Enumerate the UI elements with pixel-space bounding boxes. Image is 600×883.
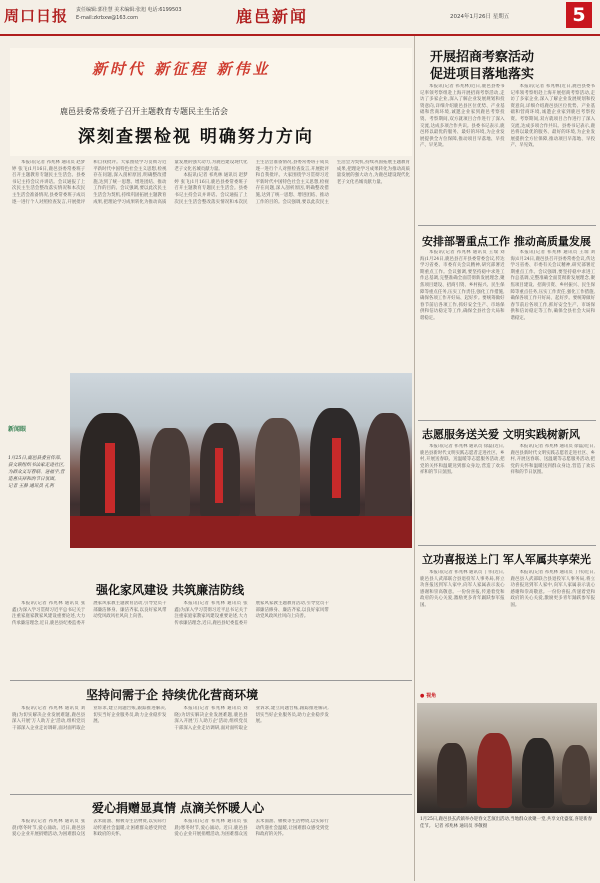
story-body xyxy=(420,444,595,540)
article-paragraph: 本报讯(记者 祁兆林 通讯员 张鑫)为深入学习贯彻习近平总书记关于注重家庭家教家风建设重要论述,大力传承廉洁理念,近日,鹿邑县纪委监委开展家风家教主题教育活动,引导党员干部廉洁修身、廉洁齐家,以良好家风带动党风政风社风向上向善。 xyxy=(12,601,167,626)
section-title: 鹿邑新闻 xyxy=(236,7,309,26)
photo-figure xyxy=(437,743,467,808)
photo-figure xyxy=(562,745,590,805)
photo-caption xyxy=(8,455,66,490)
banner-slogan: 新时代 新征程 新伟业 xyxy=(92,60,271,78)
photo-figure xyxy=(477,733,512,808)
article-paragraph: 本报讯(记者 祁兆林 通讯员 张鑫)为深入学习贯彻习近平总书记关于注重家庭家教家风建设重要论述,大力传承廉洁理念,近日,鹿邑县纪委监委开展家风家教主题教育活动,引导党员干部廉洁修身、廉洁齐家,以良好家风带动党风政风社风向上向善。 xyxy=(174,601,329,626)
photo-scarf xyxy=(215,448,223,503)
photo-credit: 记者 王静 通讯员 孔利 xyxy=(8,484,54,489)
divider xyxy=(10,794,412,795)
photo-figure xyxy=(365,413,410,523)
story-body xyxy=(12,601,410,677)
article-paragraph: 本报讯(记者 祁兆林 通讯员 王瑞 刘海)1月24日,鹿邑县召开县委常委会议,传达学习省委、市委有关会议精神,研究部署近期重点工作。会议强调,要坚持稳中求进工作总基调,完整准确全面贯彻新发展理念,聚焦项目建设、招商引资、乡村振兴、民生保障等重点任务,压实工作责任,强化工作措施,确保各项工作开好局、起好步。要统筹做好春节前后各项工作,抓好安全生产、市场保供和信访稳定等工作,确保全县社会大局和谐稳定。 xyxy=(420,250,505,321)
photo-figure xyxy=(522,738,554,808)
story-body xyxy=(420,570,595,688)
masthead-meta xyxy=(76,6,216,22)
photo-caption-text: 1月25日,鹿邑县玄武镇举办迎春文艺演出活动,当地群众欢聚一堂,共享文化盛宴,喜迎新春佳节。 xyxy=(420,817,593,829)
story-headline: 坚持问需于企 持续优化营商环境 xyxy=(86,688,259,702)
article-paragraph: 本报讯(记者 祁兆林)近日,鹿邑县委书记率领考察组赴上海开展招商考察活动,走访了多家企业,深入了解企业发展规划和投资意向,详细介绍鹿邑县区位优势、产业基础和营商环境,诚邀企业家到鹿邑考察投资。考察期间,双方就项目合作进行了深入交流,达成多项合作共识。县委书记表示,鹿邑将以最优的服务、最好的环境,为企业发展提供全方位保障,推动项目早落地、早投产、早见效。 xyxy=(420,84,505,149)
photo-credit: 记者 祁兆林 通讯员 李敬摄 xyxy=(434,823,488,829)
divider xyxy=(418,225,596,226)
calligraphy-event-photo xyxy=(70,373,412,548)
article-paragraph: 本报讯(记者 祁兆林 通讯员 刘晓)为切实解决企业发展难题,鹿邑县深入开展'万人助万企'活动,组织党员干部深入企业走访调研,面对面听取企业诉求,建立问题台账,跟踪推进解决,切实当好企业服务员,助力企业稳步发展。 xyxy=(174,706,329,731)
lead-headline: 深刻查摆检视 明确努力方向 xyxy=(78,127,314,147)
story-headline: 爱心捐赠显真情 点滴关怀暖人心 xyxy=(92,801,265,815)
article-paragraph: 本报讯(记者 祁兆林 通讯员 徐磊)近日,鹿邑县新时代文明实践志愿者走进社区、乡村,开展送春联、送温暖等志愿服务活动,把党的关怀和温暖送到群众身边,营造了欢乐祥和的节日氛围。 xyxy=(420,444,505,476)
photo-table xyxy=(70,516,412,548)
performance-photo xyxy=(417,703,597,813)
article-paragraph: 本报讯(记者 祁兆林)近日,鹿邑县委书记率领考察组赴上海开展招商考察活动,走访了多家企业,深入了解企业发展规划和投资意向,详细介绍鹿邑县区位优势、产业基础和营商环境,诚邀企业家到鹿邑考察投资。考察期间,双方就项目合作进行了深入交流,达成多项合作共识。县委书记表示,鹿邑将以最优的服务、最好的环境,为企业发展提供全方位保障,推动项目早落地、早投产、早见效。 xyxy=(510,84,595,149)
story-body xyxy=(420,250,595,416)
story-headline: 志愿服务送关爱 文明实践树新风 xyxy=(422,428,580,441)
story-body xyxy=(12,819,410,879)
photo-caption-text: 1月25日,鹿邑县委宣传部、县文联组织书法家走进社区,为群众义写春联、送福字,营造喜庆祥和的节日氛围。 xyxy=(8,456,65,482)
masthead xyxy=(0,0,600,36)
newspaper-logo: 周口日报 xyxy=(4,7,69,25)
issue-date: 2024年1月26日 星期五 xyxy=(450,14,510,20)
divider xyxy=(418,420,596,421)
story-headline: 立功喜报送上门 军人军属共享荣光 xyxy=(422,553,591,566)
article-paragraph: 本报讯(记者 祁兆林 通讯员 王瑞 刘海)1月24日,鹿邑县召开县委常委会议,传达学习省委、市委有关会议精神,研究部署近期重点工作。会议强调,要坚持稳中求进工作总基调,完整准确全面贯彻新发展理念,聚焦项目建设、招商引资、乡村振兴、民生保障等重点任务,压实工作责任,强化工作措施,确保各项工作开好局、起好步。要统筹做好春节前后各项工作,抓好安全生产、市场保供和信访稳定等工作,确保全县社会大局和谐稳定。 xyxy=(510,250,595,321)
photo-figure xyxy=(150,428,190,518)
photo-scarf xyxy=(332,438,341,498)
masthead-meta-line: 责任编辑:郭佳慧 美术编辑:张旭 电话:6199503 xyxy=(76,7,182,13)
divider xyxy=(418,545,596,546)
lead-article-body xyxy=(12,160,410,365)
story-body xyxy=(420,84,595,220)
page-number: 5 xyxy=(566,2,592,28)
photo-figure xyxy=(255,418,300,518)
article-paragraph: 本报讯(记者 祁兆林 通讯员 张晨)寒冬时节,爱心涌动。近日,鹿邑县爱心企业开展捐赠活动,为困难群众送去米面油、棉被等生活物资,以实际行动传递社会温暖,让困难群众感受到党和政府的关怀。 xyxy=(174,819,329,838)
article-paragraph: 本报讯(记者 祁兆林 通讯员 赵梦婷 张飞)1月16日,鹿邑县委常委班子召开主题教育专题民主生活会。县委书记主持会议并讲话。会议通报了上次民主生活会整改落实情况和本次民主生活会准备情况,县委常委班子成员逐一进行个人对照检查发言,开展批评和自我批评。大家围绕学习贯彻习近平新时代中国特色社会主义思想,检视存在问题,深入剖析原因,明确整改措施,达到了统一思想、增进团结、推动工作的目的。会议强调,要以此次民主生活会为契机,持续巩固拓展主题教育成果,把理论学习成果转化为推动高质量发展的强大动力,为鹿邑建设现代化老子文化名城贡献力量。 xyxy=(12,160,248,205)
lead-banner xyxy=(10,48,412,156)
article-paragraph: 本报讯(记者 祁兆林 通讯员 徐磊)近日,鹿邑县新时代文明实践志愿者走进社区、乡村,开展送春联、送温暖等志愿服务活动,把党的关怀和温暖送到群众身边,营造了欢乐祥和的节日氛围。 xyxy=(510,444,595,476)
story-headline: 安排部署重点工作 推动高质量发展 xyxy=(422,235,591,248)
article-paragraph: 本报讯(记者 祁兆林 通讯员 丁伟)近日,鹿邑县人武部联合县退役军人事务局,将立功喜报送到军人家中,向军人家属表示衷心感谢和崇高敬意。一份份喜报,传递着党和政府的关心关爱,激励更多青年踊跃参军报国。 xyxy=(510,570,595,608)
photo-section-tag: ● 视角 xyxy=(420,693,437,699)
article-paragraph: 本报讯(记者 祁兆林 通讯员 刘晓)为切实解决企业发展难题,鹿邑县深入开展'万人助万企'活动,组织党员干部深入企业走访调研,面对面听取企业诉求,建立问题台账,跟踪推进解决,切实当好企业服务员,助力企业稳步发展。 xyxy=(12,706,167,731)
column-divider xyxy=(414,36,415,881)
photo-caption xyxy=(420,817,594,830)
divider xyxy=(10,680,412,681)
article-paragraph: 本报讯(记者 祁兆林 通讯员 赵梦婷 张飞)1月16日,鹿邑县委常委班子召开主题教育专题民主生活会。县委书记主持会议并讲话。会议通报了上次民主生活会整改落实情况和本次民主生活会准备情况,县委常委班子成员逐一进行个人对照检查发言,开展批评和自我批评。大家围绕学习贯彻习近平新时代中国特色社会主义思想,检视存在问题,深入剖析原因,明确整改措施,达到了统一思想、增进团结、推动工作的目的。会议强调,要以此次民主生活会为契机,持续巩固拓展主题教育成果,把理论学习成果转化为推动高质量发展的强大动力,为鹿邑建设现代化老子文化名城贡献力量。 xyxy=(174,160,410,205)
story-headline: 开展招商考察活动 xyxy=(430,50,535,65)
photo-badge: 新闻眼 xyxy=(8,426,27,433)
photo-scarf xyxy=(105,443,115,513)
story-headline: 强化家风建设 共筑廉洁防线 xyxy=(96,583,245,597)
lead-kicker: 鹿邑县委常委班子召开主题教育专题民主生活会 xyxy=(60,107,228,116)
article-paragraph: 本报讯(记者 祁兆林 通讯员 张晨)寒冬时节,爱心涌动。近日,鹿邑县爱心企业开展捐赠活动,为困难群众送去米面油、棉被等生活物资,以实际行动传递社会温暖,让困难群众感受到党和政府的关怀。 xyxy=(12,819,167,838)
article-paragraph: 本报讯(记者 祁兆林 通讯员 丁伟)近日,鹿邑县人武部联合县退役军人事务局,将立功喜报送到军人家中,向军人家属表示衷心感谢和崇高敬意。一份份喜报,传递着党和政府的关心关爱,激励更多青年踊跃参军报国。 xyxy=(420,570,505,608)
story-body xyxy=(12,706,410,790)
masthead-meta-line: E-mail:zkrbxw@163.com xyxy=(76,15,138,21)
story-headline: 促进项目落地落实 xyxy=(430,67,535,82)
